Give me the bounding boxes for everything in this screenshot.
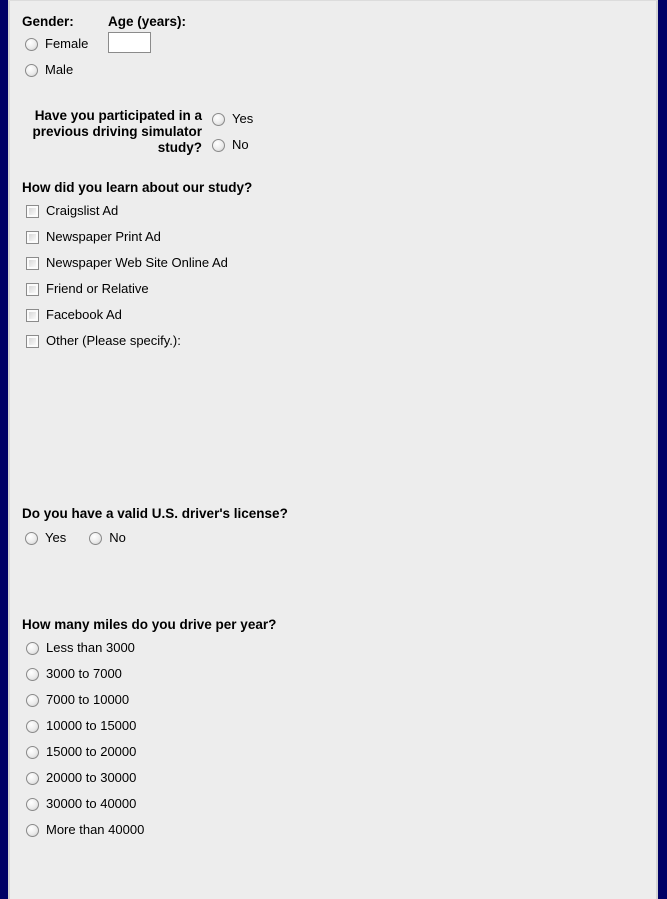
miles-option-0[interactable] <box>26 641 135 655</box>
participated-option-label[interactable]: Yes <box>232 111 254 126</box>
gender-option-female[interactable] <box>25 37 88 51</box>
license-option-no[interactable]: No <box>109 530 126 545</box>
radio-icon[interactable] <box>26 694 39 707</box>
miles-option-2[interactable] <box>26 693 129 707</box>
learn-option-label[interactable]: Newspaper Print Ad <box>46 229 161 244</box>
learn-option-facebook[interactable] <box>26 308 122 322</box>
miles-option-6[interactable] <box>26 797 136 811</box>
age-label: Age (years): <box>108 14 187 29</box>
radio-icon[interactable] <box>26 720 39 733</box>
miles-option-label[interactable]: 3000 to 7000 <box>46 666 122 681</box>
radio-icon[interactable] <box>26 746 39 759</box>
miles-option-1[interactable] <box>26 667 122 681</box>
radio-icon[interactable] <box>26 772 39 785</box>
radio-icon[interactable] <box>25 38 38 51</box>
gender-option-male[interactable] <box>25 63 73 77</box>
checkbox-icon[interactable] <box>26 309 39 322</box>
miles-option-label[interactable]: 30000 to 40000 <box>46 796 137 811</box>
gender-option-label[interactable]: Male <box>45 62 74 77</box>
license-option-yes[interactable]: Yes <box>45 530 67 545</box>
gender-option-label[interactable]: Female <box>45 36 89 51</box>
checkbox-icon[interactable] <box>26 283 39 296</box>
learn-option-craigslist[interactable] <box>26 204 118 218</box>
age-input[interactable] <box>108 32 151 53</box>
learn-option-friend[interactable] <box>26 282 149 296</box>
miles-option-label[interactable]: More than 40000 <box>46 822 145 837</box>
learn-option-newspaper-web[interactable] <box>26 256 228 270</box>
learn-option-other[interactable] <box>26 334 181 348</box>
radio-icon[interactable] <box>25 64 38 77</box>
radio-icon[interactable] <box>212 139 225 152</box>
checkbox-icon[interactable] <box>26 231 39 244</box>
miles-question: How many miles do you drive per year? <box>22 617 277 632</box>
learn-option-label[interactable]: Other (Please specify.): <box>46 333 181 348</box>
miles-option-4[interactable] <box>26 745 136 759</box>
participated-question: Have you participated in a previous driving simulator study? <box>32 108 202 155</box>
license-question: Do you have a valid U.S. driver's license? <box>22 506 288 521</box>
checkbox-icon[interactable] <box>26 335 39 348</box>
gender-label: Gender: <box>22 14 74 29</box>
radio-icon[interactable] <box>89 532 102 545</box>
miles-option-label[interactable]: 20000 to 30000 <box>46 770 137 785</box>
radio-icon[interactable] <box>26 824 39 837</box>
miles-option-3[interactable] <box>26 719 136 733</box>
radio-icon[interactable] <box>26 798 39 811</box>
learn-option-label[interactable]: Craigslist Ad <box>46 203 119 218</box>
miles-option-5[interactable] <box>26 771 136 785</box>
learn-option-newspaper-print[interactable] <box>26 230 161 244</box>
participated-option-label[interactable]: No <box>232 137 249 152</box>
miles-option-7[interactable] <box>26 823 144 837</box>
learn-question: How did you learn about our study? <box>22 180 253 195</box>
radio-icon[interactable] <box>26 642 39 655</box>
participated-option-no[interactable] <box>212 138 249 152</box>
learn-option-label[interactable]: Friend or Relative <box>46 281 149 296</box>
radio-icon[interactable] <box>26 668 39 681</box>
radio-icon[interactable] <box>25 532 38 545</box>
miles-option-label[interactable]: 15000 to 20000 <box>46 744 137 759</box>
radio-icon[interactable] <box>212 113 225 126</box>
learn-option-label[interactable]: Facebook Ad <box>46 307 122 322</box>
learn-option-label[interactable]: Newspaper Web Site Online Ad <box>46 255 228 270</box>
survey-panel <box>8 0 658 899</box>
license-options <box>25 531 126 545</box>
participated-option-yes[interactable] <box>212 112 253 126</box>
miles-option-label[interactable]: Less than 3000 <box>46 640 135 655</box>
checkbox-icon[interactable] <box>26 257 39 270</box>
miles-option-label[interactable]: 10000 to 15000 <box>46 718 137 733</box>
miles-option-label[interactable]: 7000 to 10000 <box>46 692 130 707</box>
checkbox-icon[interactable] <box>26 205 39 218</box>
